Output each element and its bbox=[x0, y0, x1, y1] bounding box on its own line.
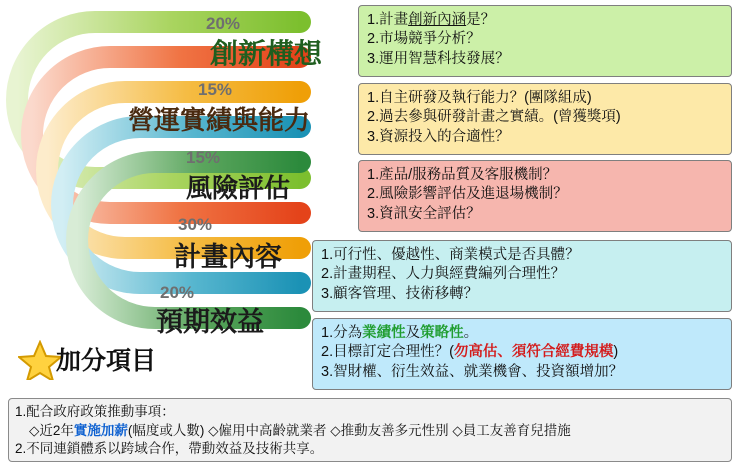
band-title-operations: 營運實績與能力 bbox=[128, 105, 311, 135]
band-pct-benefit: 20% bbox=[160, 283, 195, 302]
criteria-line: 2.目標訂定合理性？(勿高估、須符合經費規模) bbox=[321, 344, 619, 361]
criteria-box-content bbox=[312, 240, 732, 312]
band-title-risk: 風險評估 bbox=[186, 173, 291, 203]
criteria-line: 3.資源投入的合適性？ bbox=[367, 128, 510, 145]
note-line: 1.配合政府政策推動事項： bbox=[15, 404, 175, 419]
band-title-benefit: 預期效益 bbox=[156, 307, 264, 337]
note-line: 2.不同連鎖體系以跨域合作，帶動效益及技術共享。 bbox=[15, 441, 324, 457]
criteria-line: 1.產品/服務品質及客服機制？ bbox=[367, 167, 558, 183]
bonus-label: 加分項目 bbox=[56, 347, 157, 375]
band-pct-risk: 15% bbox=[186, 148, 221, 167]
criteria-box-operations bbox=[358, 83, 732, 155]
criteria-box-benefit bbox=[312, 318, 732, 390]
band-pct-content: 30% bbox=[178, 215, 213, 234]
criteria-line: 3.運用智慧科技發展？ bbox=[367, 50, 510, 67]
criteria-line: 1.分為業績性及策略性。 bbox=[321, 325, 479, 341]
band-title-innovation: 創新構想 bbox=[210, 38, 323, 69]
criteria-line: 1.計畫創新內涵是？ bbox=[367, 12, 496, 28]
policy-note-box bbox=[8, 398, 732, 462]
criteria-line: 2.市場競爭分析？ bbox=[367, 31, 481, 48]
note-line: ◇近2年實施加薪(幅度或人數) ◇僱用中高齡就業者 ◇推動友善多元性別 ◇員工友善育兒措施 bbox=[29, 422, 571, 438]
criteria-box-innovation bbox=[358, 5, 732, 77]
band-title-content: 計畫內容 bbox=[174, 242, 282, 272]
criteria-line: 2.計畫期程、人力與經費編列合理性？ bbox=[321, 266, 566, 283]
criteria-line: 3.顧客管理、技術移轉？ bbox=[321, 285, 479, 302]
criteria-box-risk bbox=[358, 160, 732, 232]
band-pct-innovation: 20% bbox=[206, 14, 241, 33]
criteria-line: 1.自主研發及執行能力？(團隊組成) bbox=[367, 90, 592, 106]
band-pct-operations: 15% bbox=[198, 80, 233, 99]
criteria-line: 2.風險影響評估及進退場機制？ bbox=[367, 186, 568, 203]
criteria-line: 3.智財權、衍生效益、就業機會、投資額增加？ bbox=[321, 363, 624, 380]
criteria-line: 3.資訊安全評估？ bbox=[367, 205, 481, 222]
criteria-line: 2.過去參與研發計畫之實績。(曾獲獎項) bbox=[367, 109, 621, 126]
criteria-line: 1.可行性、優越性、商業模式是否具體？ bbox=[321, 247, 580, 263]
